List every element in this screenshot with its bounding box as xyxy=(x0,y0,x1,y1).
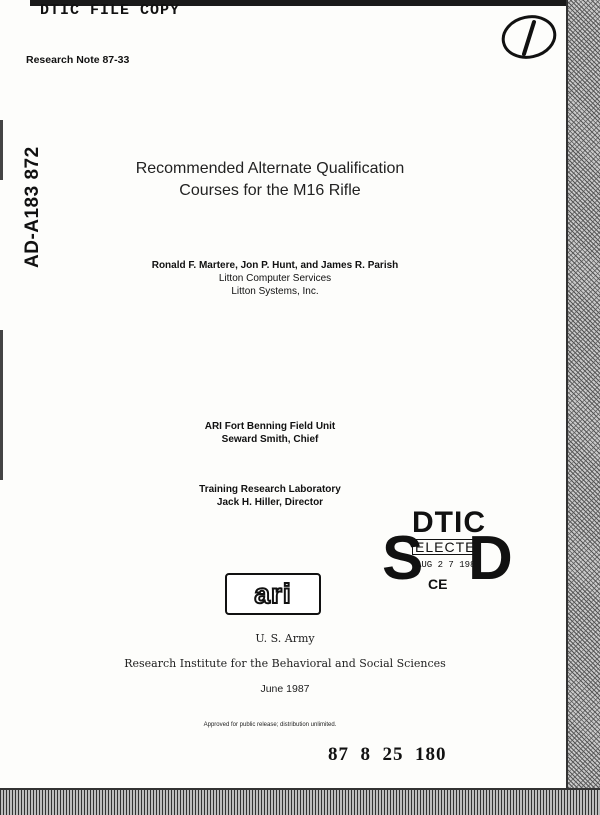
laboratory-block xyxy=(120,483,420,509)
scan-left-mark xyxy=(0,330,3,480)
scan-left-mark xyxy=(0,120,3,180)
laboratory-name: Training Research Laboratory xyxy=(199,484,341,495)
dtic-word: DTIC xyxy=(412,506,486,539)
publication-date: June 1987 xyxy=(260,683,310,695)
publisher-army: U. S. Army xyxy=(255,632,315,645)
ari-logo-text: ari xyxy=(254,578,292,609)
accession-serial: 87 8 25 180 xyxy=(328,744,447,765)
handwritten-number-mark xyxy=(498,12,560,62)
distribution-statement: Approved for public release; distribution unlimited. xyxy=(203,722,337,728)
title-line-1: Recommended Alternate Qualification xyxy=(135,160,405,177)
report-title xyxy=(100,158,440,202)
author-names: Ronald F. Martere, Jon P. Hunt, and James R. Parish xyxy=(151,260,399,271)
ari-logo xyxy=(225,573,321,615)
dtic-date: AUG 2 7 1987 xyxy=(416,560,481,570)
dtic-right-letter: D xyxy=(468,524,513,593)
laboratory-director: Jack H. Hiller, Director xyxy=(216,497,324,508)
title-line-2: Courses for the M16 Rifle xyxy=(179,182,361,199)
dtic-electe-stamp xyxy=(382,506,513,596)
dtic-left-letter: S xyxy=(382,524,424,593)
field-unit-chief: Seward Smith, Chief xyxy=(221,434,319,445)
field-unit-name: ARI Fort Benning Field Unit xyxy=(204,421,336,432)
author-org-1: Litton Computer Services xyxy=(218,273,332,284)
scan-bottom-edge xyxy=(0,788,600,815)
author-block xyxy=(70,259,480,298)
file-copy-stamp: DTIC FILE COPY xyxy=(40,2,181,19)
ad-accession-number: AD-A183 872 xyxy=(22,146,43,268)
research-note-number: Research Note 87-33 xyxy=(26,54,130,66)
field-unit-block xyxy=(120,420,420,446)
dtic-selected-label: ELECTE xyxy=(412,539,478,555)
dtic-mark: CE xyxy=(428,576,448,592)
author-org-2: Litton Systems, Inc. xyxy=(231,286,319,297)
publisher-institute: Research Institute for the Behavioral and Social Sciences xyxy=(124,657,446,670)
scan-right-edge xyxy=(566,0,600,813)
